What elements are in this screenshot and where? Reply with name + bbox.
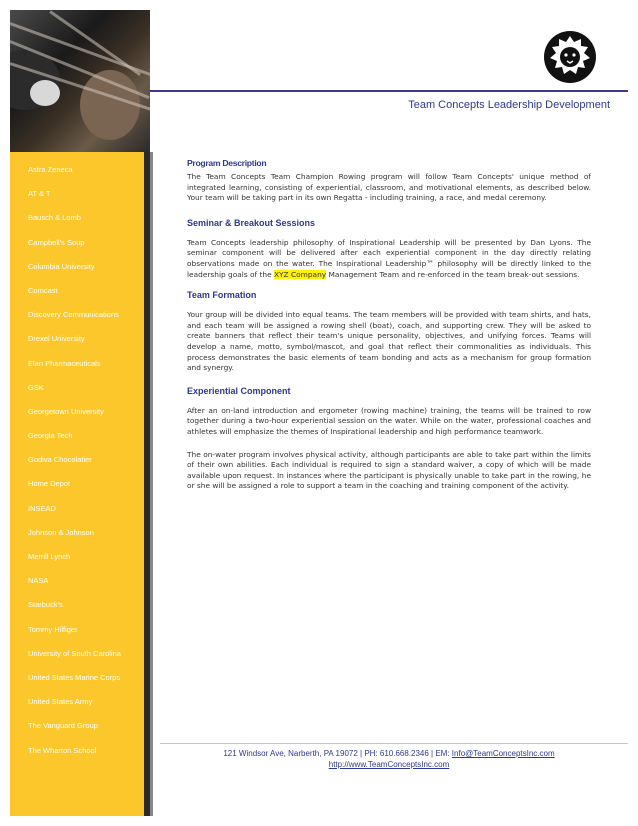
- footer: [150, 748, 628, 770]
- client-item: Merrill Lynch: [28, 552, 71, 561]
- client-item: The Vanguard Group: [28, 721, 98, 731]
- client-item: Drexel University: [28, 334, 85, 344]
- main-content: [187, 158, 591, 504]
- footer-contact-line: [150, 748, 628, 759]
- client-item: Campbell's Soup: [28, 237, 85, 247]
- footer-divider: [160, 743, 628, 744]
- client-list: [10, 152, 144, 763]
- team-formation-text: Your group will be divided into equal teams. The team members will be provided with team shirts, and hats, and each team will be assigned a rowing shell (boat), coach, and supporting crew. They will be asked to create banners that reflect their team's unique personality, objectives, and unifying forces. Teams will develop a name, motto, symbol/mascot, and goal that reflect their commonalities as individuals. This process demonstrates the basic elements of team bonding and acts as a mechanism for group formation and synergy.: [187, 310, 591, 373]
- client-item: Home Depot: [28, 479, 71, 489]
- client-item: Elan Pharmaceuticals: [28, 358, 101, 368]
- footer-address: 121 Windsor Ave, Narberth, PA 19072 | PH: 610.668.2346 | EM:: [223, 749, 452, 758]
- lion-head-icon: [543, 30, 597, 84]
- program-description-text: The Team Concepts Team Champion Rowing program will follow Team Concepts' unique method of integrated learning, consisting of experiential, classroom, and motivational elements, as described below. Your team will be taking part in its own Regatta - including training, a race, and medal ceremony.: [187, 172, 591, 203]
- client-item: The Wharton School: [28, 745, 97, 755]
- experiential-text-1: After an on-land introduction and ergometer (rowing machine) training, the teams will be trained to row together during a two-hour experiential session on the water. While on the water, professional coaches and athletes will emphasize the themes of Inspirational leadership and high performance teamwork.: [187, 405, 591, 436]
- experiential-text-2: The on-water program involves physical activity, although participants are able to take part within the limits of their own abilities. Each individual is required to sign a standard waiver, a copy of which will be made available upon request. In instances where the participant is physically unable to take part in the rowing, he or she will be assigned a role to support a team in the coaching and training component of the activity.: [187, 449, 591, 491]
- header-photo: [10, 10, 150, 152]
- client-item: United States Marine Corps: [28, 672, 121, 682]
- team-formation-heading: Team Formation: [187, 290, 257, 301]
- client-item: Georgetown University: [28, 406, 104, 416]
- header-title: Team Concepts Leadership Development: [408, 99, 610, 111]
- website-link[interactable]: http://www.TeamConceptsInc.com: [328, 760, 450, 769]
- seminar-text: [187, 238, 591, 280]
- seminar-heading: Seminar & Breakout Sessions: [187, 217, 316, 228]
- client-item: Comcast: [28, 285, 58, 295]
- client-item: Johnson & Johnson: [28, 527, 94, 537]
- client-item: AT & T: [28, 189, 51, 199]
- company-name-highlight: XYZ Company: [273, 269, 327, 279]
- client-item: Discovery Communications: [28, 310, 119, 320]
- email-link[interactable]: Info@TeamConceptsInc.com: [451, 749, 555, 758]
- client-item: United States Army: [28, 697, 93, 707]
- program-description-heading: Program Description: [187, 158, 267, 168]
- seminar-text-end: Management Team and re-enforced in the team break-out sessions.: [326, 269, 580, 279]
- client-item: Georgia Tech: [28, 431, 73, 441]
- header-divider: [150, 90, 628, 92]
- client-sidebar: [10, 152, 150, 816]
- client-item: NASA: [28, 576, 49, 586]
- client-item: Starbuck's: [28, 600, 63, 610]
- client-item: GSK: [28, 382, 44, 392]
- client-item: University of South Carolina: [28, 648, 121, 658]
- seminar-text-start: Team Concepts leadership philosophy of Inspirational Leadership will be presented by Dan Lyons. The seminar component will be delivered after each experiential component in the day directly relating observations made on the water. The Inspirational Leadership™ philosophy will be directly linked to the leadership goals of the: [187, 237, 591, 279]
- client-item: INSEAD: [28, 503, 56, 513]
- client-item: Godiva Chocolatier: [28, 455, 92, 465]
- experiential-heading: Experiential Component: [187, 385, 291, 396]
- client-item: Tommy Hilfiger: [28, 624, 78, 634]
- client-item: Astra Zeneca: [28, 165, 73, 174]
- client-item: Columbia University: [28, 261, 95, 271]
- client-item: Bausch & Lomb: [28, 213, 81, 223]
